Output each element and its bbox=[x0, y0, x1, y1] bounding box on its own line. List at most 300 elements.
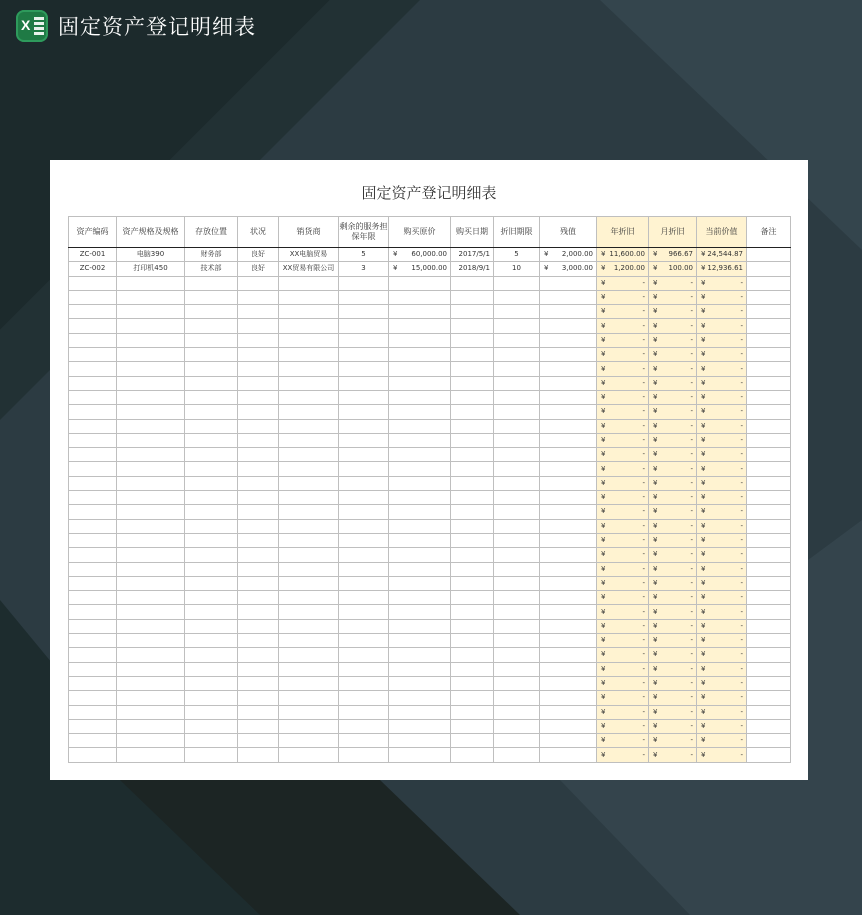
empty-cell[interactable] bbox=[238, 448, 279, 462]
empty-cell[interactable] bbox=[279, 405, 339, 419]
empty-cell[interactable] bbox=[494, 362, 540, 376]
empty-cell[interactable] bbox=[69, 276, 117, 290]
empty-cell[interactable] bbox=[649, 290, 697, 304]
empty-cell[interactable] bbox=[540, 448, 597, 462]
empty-cell[interactable] bbox=[697, 491, 747, 505]
empty-cell[interactable] bbox=[697, 548, 747, 562]
empty-cell[interactable] bbox=[69, 390, 117, 404]
empty-cell[interactable] bbox=[69, 748, 117, 762]
col-header[interactable]: 残值 bbox=[540, 217, 597, 248]
col-header[interactable]: 状况 bbox=[238, 217, 279, 248]
empty-cell[interactable] bbox=[649, 505, 697, 519]
empty-cell[interactable] bbox=[389, 734, 451, 748]
empty-cell[interactable] bbox=[185, 648, 238, 662]
empty-cell[interactable] bbox=[238, 719, 279, 733]
empty-cell[interactable] bbox=[747, 734, 791, 748]
empty-cell[interactable] bbox=[649, 319, 697, 333]
empty-cell[interactable] bbox=[389, 548, 451, 562]
empty-cell[interactable] bbox=[279, 533, 339, 547]
empty-cell[interactable] bbox=[597, 705, 649, 719]
col-header[interactable]: 备注 bbox=[747, 217, 791, 248]
empty-cell[interactable] bbox=[494, 748, 540, 762]
empty-cell[interactable] bbox=[238, 548, 279, 562]
empty-cell[interactable] bbox=[540, 691, 597, 705]
empty-cell[interactable] bbox=[451, 290, 494, 304]
empty-cell[interactable] bbox=[339, 505, 389, 519]
empty-cell[interactable] bbox=[69, 405, 117, 419]
empty-cell[interactable] bbox=[238, 533, 279, 547]
empty-cell[interactable] bbox=[117, 319, 185, 333]
empty-cell[interactable] bbox=[69, 619, 117, 633]
empty-cell[interactable] bbox=[540, 748, 597, 762]
empty-cell[interactable] bbox=[451, 548, 494, 562]
empty-cell[interactable] bbox=[185, 476, 238, 490]
empty-cell[interactable] bbox=[339, 719, 389, 733]
empty-cell[interactable] bbox=[339, 390, 389, 404]
empty-cell[interactable] bbox=[69, 648, 117, 662]
empty-cell[interactable] bbox=[117, 376, 185, 390]
empty-cell[interactable] bbox=[185, 562, 238, 576]
empty-cell[interactable] bbox=[494, 348, 540, 362]
empty-cell[interactable] bbox=[339, 462, 389, 476]
empty-cell[interactable] bbox=[389, 476, 451, 490]
empty-cell[interactable] bbox=[649, 691, 697, 705]
empty-cell[interactable] bbox=[238, 648, 279, 662]
empty-cell[interactable] bbox=[540, 619, 597, 633]
empty-cell[interactable] bbox=[540, 462, 597, 476]
empty-cell[interactable] bbox=[69, 448, 117, 462]
empty-cell[interactable] bbox=[649, 390, 697, 404]
cell-status[interactable]: 良好 bbox=[238, 248, 279, 262]
empty-cell[interactable] bbox=[597, 576, 649, 590]
empty-cell[interactable] bbox=[339, 433, 389, 447]
empty-cell[interactable] bbox=[238, 333, 279, 347]
empty-cell[interactable] bbox=[339, 548, 389, 562]
empty-cell[interactable] bbox=[649, 419, 697, 433]
empty-cell[interactable] bbox=[279, 448, 339, 462]
empty-cell[interactable] bbox=[238, 419, 279, 433]
empty-cell[interactable] bbox=[747, 576, 791, 590]
empty-cell[interactable] bbox=[597, 562, 649, 576]
empty-cell[interactable] bbox=[494, 705, 540, 719]
empty-cell[interactable] bbox=[69, 348, 117, 362]
col-header[interactable]: 剩余的服务担保年限 bbox=[339, 217, 389, 248]
empty-cell[interactable] bbox=[451, 476, 494, 490]
empty-cell[interactable] bbox=[494, 405, 540, 419]
empty-cell[interactable] bbox=[279, 691, 339, 705]
empty-cell[interactable] bbox=[238, 362, 279, 376]
empty-cell[interactable] bbox=[451, 691, 494, 705]
cell-monthly[interactable] bbox=[649, 248, 697, 262]
empty-cell[interactable] bbox=[747, 276, 791, 290]
empty-cell[interactable] bbox=[238, 319, 279, 333]
cell-current[interactable] bbox=[697, 248, 747, 262]
empty-cell[interactable] bbox=[339, 748, 389, 762]
empty-cell[interactable] bbox=[339, 562, 389, 576]
empty-cell[interactable] bbox=[69, 691, 117, 705]
empty-cell[interactable] bbox=[238, 576, 279, 590]
empty-cell[interactable] bbox=[649, 719, 697, 733]
empty-cell[interactable] bbox=[697, 433, 747, 447]
empty-cell[interactable] bbox=[69, 305, 117, 319]
empty-cell[interactable] bbox=[238, 676, 279, 690]
empty-cell[interactable] bbox=[540, 719, 597, 733]
empty-cell[interactable] bbox=[451, 348, 494, 362]
empty-cell[interactable] bbox=[697, 419, 747, 433]
empty-cell[interactable] bbox=[597, 348, 649, 362]
empty-cell[interactable] bbox=[339, 276, 389, 290]
empty-cell[interactable] bbox=[389, 319, 451, 333]
empty-cell[interactable] bbox=[451, 748, 494, 762]
empty-cell[interactable] bbox=[451, 405, 494, 419]
empty-cell[interactable] bbox=[117, 505, 185, 519]
empty-cell[interactable] bbox=[494, 634, 540, 648]
empty-cell[interactable] bbox=[597, 319, 649, 333]
empty-cell[interactable] bbox=[494, 533, 540, 547]
empty-cell[interactable] bbox=[697, 562, 747, 576]
empty-cell[interactable] bbox=[185, 505, 238, 519]
empty-cell[interactable] bbox=[185, 319, 238, 333]
empty-cell[interactable] bbox=[649, 662, 697, 676]
empty-cell[interactable] bbox=[494, 691, 540, 705]
empty-cell[interactable] bbox=[185, 290, 238, 304]
empty-cell[interactable] bbox=[494, 333, 540, 347]
empty-cell[interactable] bbox=[697, 533, 747, 547]
empty-cell[interactable] bbox=[597, 491, 649, 505]
empty-cell[interactable] bbox=[69, 519, 117, 533]
empty-cell[interactable] bbox=[494, 734, 540, 748]
cell-code[interactable]: ZC-001 bbox=[69, 248, 117, 262]
empty-cell[interactable] bbox=[389, 576, 451, 590]
empty-cell[interactable] bbox=[279, 734, 339, 748]
cell-warranty[interactable]: 3 bbox=[339, 262, 389, 276]
empty-cell[interactable] bbox=[451, 448, 494, 462]
empty-cell[interactable] bbox=[185, 662, 238, 676]
cell-date[interactable]: 2018/9/1 bbox=[451, 262, 494, 276]
col-header[interactable]: 年折旧 bbox=[597, 217, 649, 248]
empty-cell[interactable] bbox=[747, 376, 791, 390]
empty-cell[interactable] bbox=[117, 333, 185, 347]
empty-cell[interactable] bbox=[697, 319, 747, 333]
empty-cell[interactable] bbox=[697, 505, 747, 519]
col-header[interactable]: 资产规格及规格 bbox=[117, 217, 185, 248]
empty-cell[interactable] bbox=[697, 348, 747, 362]
empty-cell[interactable] bbox=[279, 576, 339, 590]
empty-cell[interactable] bbox=[238, 705, 279, 719]
empty-cell[interactable] bbox=[339, 591, 389, 605]
empty-cell[interactable] bbox=[597, 619, 649, 633]
empty-cell[interactable] bbox=[69, 676, 117, 690]
cell-warranty[interactable]: 5 bbox=[339, 248, 389, 262]
empty-cell[interactable] bbox=[494, 576, 540, 590]
empty-cell[interactable] bbox=[697, 748, 747, 762]
empty-cell[interactable] bbox=[339, 533, 389, 547]
empty-cell[interactable] bbox=[540, 433, 597, 447]
empty-cell[interactable] bbox=[279, 462, 339, 476]
empty-cell[interactable] bbox=[117, 676, 185, 690]
empty-cell[interactable] bbox=[69, 476, 117, 490]
empty-cell[interactable] bbox=[597, 734, 649, 748]
empty-cell[interactable] bbox=[747, 591, 791, 605]
empty-cell[interactable] bbox=[117, 533, 185, 547]
empty-cell[interactable] bbox=[389, 462, 451, 476]
empty-cell[interactable] bbox=[697, 405, 747, 419]
empty-cell[interactable] bbox=[69, 491, 117, 505]
empty-cell[interactable] bbox=[185, 390, 238, 404]
empty-cell[interactable] bbox=[747, 648, 791, 662]
empty-cell[interactable] bbox=[747, 634, 791, 648]
empty-cell[interactable] bbox=[117, 433, 185, 447]
empty-cell[interactable] bbox=[69, 634, 117, 648]
empty-cell[interactable] bbox=[389, 348, 451, 362]
empty-cell[interactable] bbox=[339, 476, 389, 490]
empty-cell[interactable] bbox=[185, 491, 238, 505]
empty-cell[interactable] bbox=[697, 305, 747, 319]
empty-cell[interactable] bbox=[451, 662, 494, 676]
empty-cell[interactable] bbox=[279, 648, 339, 662]
empty-cell[interactable] bbox=[540, 676, 597, 690]
empty-cell[interactable] bbox=[649, 533, 697, 547]
empty-cell[interactable] bbox=[697, 448, 747, 462]
empty-cell[interactable] bbox=[747, 405, 791, 419]
empty-cell[interactable] bbox=[279, 662, 339, 676]
cell-status[interactable]: 良好 bbox=[238, 262, 279, 276]
empty-cell[interactable] bbox=[339, 405, 389, 419]
empty-cell[interactable] bbox=[69, 433, 117, 447]
empty-cell[interactable] bbox=[697, 634, 747, 648]
empty-cell[interactable] bbox=[697, 719, 747, 733]
empty-cell[interactable] bbox=[597, 390, 649, 404]
empty-cell[interactable] bbox=[649, 305, 697, 319]
empty-cell[interactable] bbox=[339, 419, 389, 433]
empty-cell[interactable] bbox=[389, 448, 451, 462]
empty-cell[interactable] bbox=[697, 676, 747, 690]
empty-cell[interactable] bbox=[494, 676, 540, 690]
empty-cell[interactable] bbox=[649, 476, 697, 490]
empty-cell[interactable] bbox=[649, 591, 697, 605]
empty-cell[interactable] bbox=[389, 419, 451, 433]
cell-vendor[interactable]: XX电脑贸易 bbox=[279, 248, 339, 262]
empty-cell[interactable] bbox=[494, 591, 540, 605]
empty-cell[interactable] bbox=[185, 305, 238, 319]
empty-cell[interactable] bbox=[117, 491, 185, 505]
empty-cell[interactable] bbox=[451, 676, 494, 690]
empty-cell[interactable] bbox=[597, 433, 649, 447]
empty-cell[interactable] bbox=[339, 376, 389, 390]
empty-cell[interactable] bbox=[185, 448, 238, 462]
empty-cell[interactable] bbox=[649, 362, 697, 376]
empty-cell[interactable] bbox=[339, 648, 389, 662]
empty-cell[interactable] bbox=[279, 476, 339, 490]
empty-cell[interactable] bbox=[117, 734, 185, 748]
empty-cell[interactable] bbox=[540, 362, 597, 376]
empty-cell[interactable] bbox=[339, 576, 389, 590]
empty-cell[interactable] bbox=[389, 333, 451, 347]
empty-cell[interactable] bbox=[494, 662, 540, 676]
empty-cell[interactable] bbox=[117, 448, 185, 462]
empty-cell[interactable] bbox=[597, 462, 649, 476]
empty-cell[interactable] bbox=[451, 619, 494, 633]
empty-cell[interactable] bbox=[540, 290, 597, 304]
empty-cell[interactable] bbox=[494, 605, 540, 619]
empty-cell[interactable] bbox=[69, 533, 117, 547]
empty-cell[interactable] bbox=[747, 362, 791, 376]
empty-cell[interactable] bbox=[747, 462, 791, 476]
cell-vendor[interactable]: XX贸易有限公司 bbox=[279, 262, 339, 276]
empty-cell[interactable] bbox=[185, 376, 238, 390]
empty-cell[interactable] bbox=[697, 376, 747, 390]
empty-cell[interactable] bbox=[279, 333, 339, 347]
empty-cell[interactable] bbox=[494, 505, 540, 519]
empty-cell[interactable] bbox=[389, 676, 451, 690]
empty-cell[interactable] bbox=[747, 662, 791, 676]
cell-spec[interactable]: 打印机450 bbox=[117, 262, 185, 276]
empty-cell[interactable] bbox=[451, 319, 494, 333]
empty-cell[interactable] bbox=[649, 562, 697, 576]
empty-cell[interactable] bbox=[494, 491, 540, 505]
empty-cell[interactable] bbox=[279, 705, 339, 719]
empty-cell[interactable] bbox=[238, 691, 279, 705]
empty-cell[interactable] bbox=[747, 548, 791, 562]
empty-cell[interactable] bbox=[279, 676, 339, 690]
empty-cell[interactable] bbox=[451, 362, 494, 376]
empty-cell[interactable] bbox=[117, 390, 185, 404]
empty-cell[interactable] bbox=[540, 405, 597, 419]
empty-cell[interactable] bbox=[494, 648, 540, 662]
empty-cell[interactable] bbox=[185, 734, 238, 748]
empty-cell[interactable] bbox=[649, 619, 697, 633]
empty-cell[interactable] bbox=[649, 548, 697, 562]
empty-cell[interactable] bbox=[494, 276, 540, 290]
empty-cell[interactable] bbox=[649, 433, 697, 447]
empty-cell[interactable] bbox=[389, 562, 451, 576]
empty-cell[interactable] bbox=[238, 476, 279, 490]
empty-cell[interactable] bbox=[185, 405, 238, 419]
empty-cell[interactable] bbox=[389, 748, 451, 762]
empty-cell[interactable] bbox=[69, 333, 117, 347]
empty-cell[interactable] bbox=[597, 305, 649, 319]
empty-cell[interactable] bbox=[597, 419, 649, 433]
empty-cell[interactable] bbox=[339, 519, 389, 533]
empty-cell[interactable] bbox=[747, 705, 791, 719]
empty-cell[interactable] bbox=[597, 719, 649, 733]
empty-cell[interactable] bbox=[69, 419, 117, 433]
col-header[interactable]: 折旧期限 bbox=[494, 217, 540, 248]
empty-cell[interactable] bbox=[238, 405, 279, 419]
empty-cell[interactable] bbox=[494, 519, 540, 533]
empty-cell[interactable] bbox=[185, 576, 238, 590]
empty-cell[interactable] bbox=[117, 662, 185, 676]
empty-cell[interactable] bbox=[279, 719, 339, 733]
empty-cell[interactable] bbox=[494, 462, 540, 476]
empty-cell[interactable] bbox=[451, 533, 494, 547]
empty-cell[interactable] bbox=[451, 390, 494, 404]
empty-cell[interactable] bbox=[649, 376, 697, 390]
empty-cell[interactable] bbox=[279, 348, 339, 362]
empty-cell[interactable] bbox=[747, 390, 791, 404]
empty-cell[interactable] bbox=[649, 405, 697, 419]
empty-cell[interactable] bbox=[185, 591, 238, 605]
col-header[interactable]: 购买原价 bbox=[389, 217, 451, 248]
empty-cell[interactable] bbox=[389, 591, 451, 605]
empty-cell[interactable] bbox=[747, 448, 791, 462]
cell-current[interactable] bbox=[697, 262, 747, 276]
empty-cell[interactable] bbox=[117, 619, 185, 633]
empty-cell[interactable] bbox=[238, 376, 279, 390]
empty-cell[interactable] bbox=[597, 362, 649, 376]
empty-cell[interactable] bbox=[649, 648, 697, 662]
empty-cell[interactable] bbox=[540, 605, 597, 619]
empty-cell[interactable] bbox=[238, 605, 279, 619]
empty-cell[interactable] bbox=[339, 491, 389, 505]
empty-cell[interactable] bbox=[540, 319, 597, 333]
empty-cell[interactable] bbox=[747, 533, 791, 547]
empty-cell[interactable] bbox=[69, 734, 117, 748]
empty-cell[interactable] bbox=[117, 348, 185, 362]
empty-cell[interactable] bbox=[597, 405, 649, 419]
empty-cell[interactable] bbox=[494, 319, 540, 333]
empty-cell[interactable] bbox=[339, 348, 389, 362]
empty-cell[interactable] bbox=[238, 390, 279, 404]
empty-cell[interactable] bbox=[597, 591, 649, 605]
empty-cell[interactable] bbox=[597, 290, 649, 304]
empty-cell[interactable] bbox=[697, 290, 747, 304]
empty-cell[interactable] bbox=[185, 433, 238, 447]
empty-cell[interactable] bbox=[540, 419, 597, 433]
empty-cell[interactable] bbox=[649, 705, 697, 719]
empty-cell[interactable] bbox=[697, 519, 747, 533]
cell-annual[interactable] bbox=[597, 262, 649, 276]
empty-cell[interactable] bbox=[339, 734, 389, 748]
cell-monthly[interactable] bbox=[649, 262, 697, 276]
empty-cell[interactable] bbox=[389, 405, 451, 419]
empty-cell[interactable] bbox=[649, 491, 697, 505]
empty-cell[interactable] bbox=[389, 390, 451, 404]
empty-cell[interactable] bbox=[451, 276, 494, 290]
empty-cell[interactable] bbox=[747, 505, 791, 519]
empty-cell[interactable] bbox=[540, 634, 597, 648]
empty-cell[interactable] bbox=[389, 376, 451, 390]
cell-price[interactable] bbox=[389, 248, 451, 262]
empty-cell[interactable] bbox=[747, 562, 791, 576]
empty-cell[interactable] bbox=[451, 333, 494, 347]
cell-period[interactable]: 5 bbox=[494, 248, 540, 262]
empty-cell[interactable] bbox=[117, 548, 185, 562]
empty-cell[interactable] bbox=[697, 734, 747, 748]
empty-cell[interactable] bbox=[747, 305, 791, 319]
empty-cell[interactable] bbox=[279, 591, 339, 605]
empty-cell[interactable] bbox=[540, 305, 597, 319]
empty-cell[interactable] bbox=[185, 276, 238, 290]
empty-cell[interactable] bbox=[339, 619, 389, 633]
empty-cell[interactable] bbox=[279, 433, 339, 447]
empty-cell[interactable] bbox=[597, 748, 649, 762]
empty-cell[interactable] bbox=[649, 676, 697, 690]
empty-cell[interactable] bbox=[747, 319, 791, 333]
empty-cell[interactable] bbox=[389, 719, 451, 733]
empty-cell[interactable] bbox=[649, 519, 697, 533]
empty-cell[interactable] bbox=[494, 448, 540, 462]
empty-cell[interactable] bbox=[451, 433, 494, 447]
empty-cell[interactable] bbox=[747, 491, 791, 505]
empty-cell[interactable] bbox=[540, 519, 597, 533]
empty-cell[interactable] bbox=[238, 290, 279, 304]
empty-cell[interactable] bbox=[279, 505, 339, 519]
empty-cell[interactable] bbox=[238, 662, 279, 676]
empty-cell[interactable] bbox=[117, 462, 185, 476]
empty-cell[interactable] bbox=[69, 290, 117, 304]
empty-cell[interactable] bbox=[697, 619, 747, 633]
